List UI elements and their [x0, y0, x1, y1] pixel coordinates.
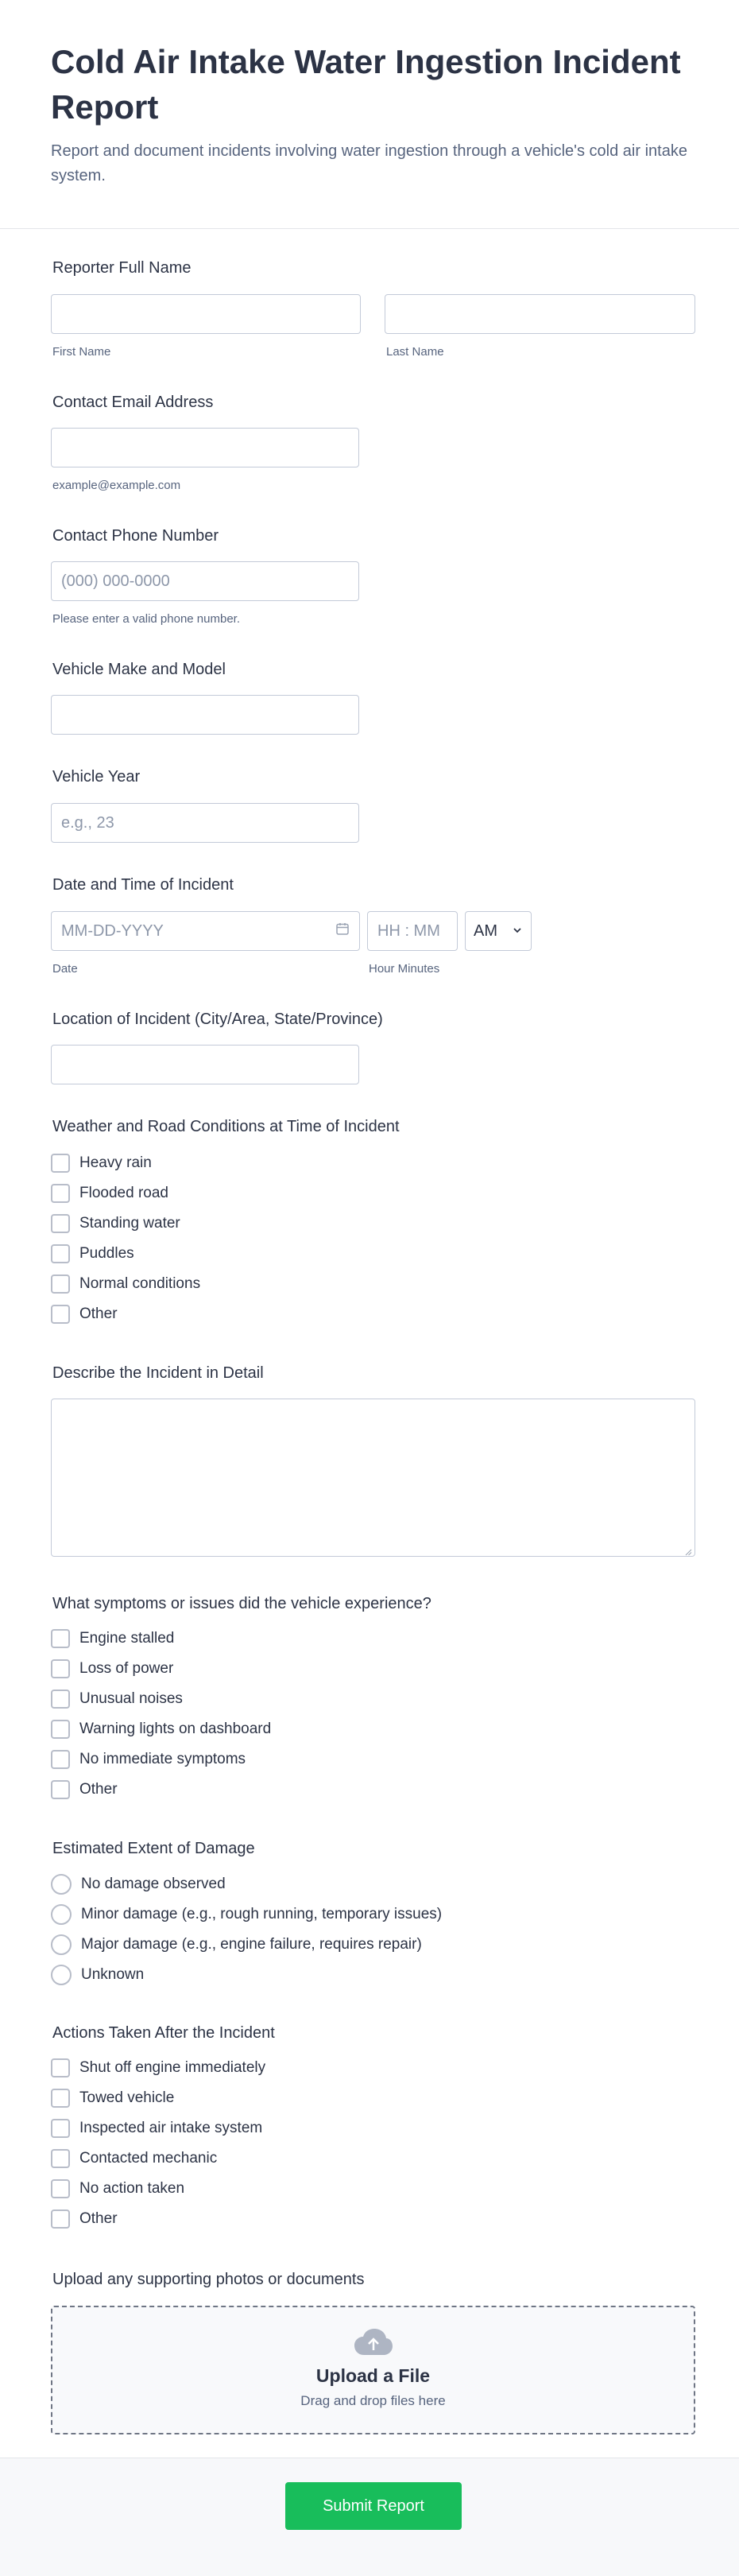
checkbox[interactable] [51, 1720, 70, 1739]
upload-label: Upload any supporting photos or documents [52, 2271, 365, 2288]
checkbox[interactable] [51, 1154, 70, 1173]
checkbox[interactable] [51, 2119, 70, 2138]
symptom-option[interactable] [51, 1690, 183, 1709]
option-label: Flooded road [79, 1185, 168, 1201]
option-label: Engine stalled [79, 1630, 175, 1647]
calendar-icon[interactable] [335, 921, 350, 941]
option-label: No immediate symptoms [79, 1751, 246, 1767]
option-label: Loss of power [79, 1660, 174, 1677]
option-label: Towed vehicle [79, 2089, 175, 2106]
date-input[interactable] [51, 911, 360, 951]
first-name-sublabel: First Name [52, 345, 111, 359]
describe-label: Describe the Incident in Detail [52, 1364, 264, 1382]
upload-title: Upload a File [315, 2365, 431, 2386]
symptom-option[interactable] [51, 1659, 173, 1678]
weather-option[interactable] [51, 1214, 180, 1233]
weather-option[interactable] [51, 1154, 152, 1173]
damage-label: Estimated Extent of Damage [52, 1840, 255, 1857]
first-name-input[interactable] [51, 294, 361, 334]
vehicle-label: Vehicle Make and Model [52, 661, 226, 678]
checkbox[interactable] [51, 1184, 70, 1203]
chevron-down-icon [512, 922, 523, 941]
damage-option[interactable] [51, 1904, 442, 1925]
option-label: Unusual noises [79, 1690, 183, 1707]
option-label: No action taken [79, 2180, 185, 2197]
radio-button[interactable] [51, 1934, 72, 1955]
phone-input[interactable]: (000) 000-0000 [51, 561, 359, 601]
checkbox[interactable] [51, 1244, 70, 1263]
action-option[interactable] [51, 2119, 262, 2138]
radio-button[interactable] [51, 1965, 72, 1985]
checkbox[interactable] [51, 1659, 70, 1678]
checkbox[interactable] [51, 2058, 70, 2077]
cloud-upload-icon [52, 2328, 694, 2361]
symptom-option[interactable] [51, 1750, 246, 1769]
option-label: Minor damage (e.g., rough running, temporary issues) [81, 1906, 443, 1922]
option-label: Unknown [81, 1966, 145, 1983]
checkbox[interactable] [51, 1305, 70, 1324]
time-sublabel: Hour Minutes [369, 962, 440, 976]
checkbox[interactable] [51, 1274, 70, 1294]
checkbox[interactable] [51, 1690, 70, 1709]
datetime-label: Date and Time of Incident [52, 876, 234, 894]
radio-button[interactable] [51, 1904, 72, 1925]
option-label: Normal conditions [79, 1275, 201, 1292]
file-upload-dropzone[interactable] [51, 2306, 695, 2434]
symptoms-label: What symptoms or issues did the vehicle experience? [52, 1595, 431, 1612]
describe-textarea[interactable] [51, 1399, 695, 1557]
option-label: Puddles [79, 1245, 134, 1262]
year-label: Vehicle Year [52, 768, 141, 786]
option-label: Warning lights on dashboard [79, 1721, 272, 1737]
option-label: Shut off engine immediately [79, 2059, 266, 2076]
action-option[interactable] [51, 2209, 118, 2229]
page-subtitle: Report and document incidents involving water ingestion through a vehicle's cold air intake system. [51, 142, 687, 185]
radio-button[interactable] [51, 1874, 72, 1895]
option-label: Other [79, 1781, 118, 1798]
checkbox[interactable] [51, 1780, 70, 1799]
checkbox[interactable] [51, 2149, 70, 2168]
upload-hint: Drag and drop files here [300, 2393, 446, 2408]
last-name-sublabel: Last Name [386, 345, 444, 359]
location-label: Location of Incident (City/Area, State/Province) [52, 1011, 383, 1028]
year-input[interactable]: e.g., 23 [51, 803, 359, 843]
action-option[interactable] [51, 2058, 265, 2077]
weather-option[interactable] [51, 1274, 200, 1294]
submit-button[interactable]: Submit Report [285, 2482, 462, 2530]
date-sublabel: Date [52, 962, 78, 976]
action-option[interactable] [51, 2179, 184, 2198]
checkbox[interactable] [51, 1629, 70, 1648]
actions-label: Actions Taken After the Incident [52, 2024, 275, 2042]
location-input[interactable] [51, 1045, 359, 1084]
option-label: Other [79, 1305, 118, 1322]
date-placeholder: MM-DD-YYYY [61, 921, 164, 940]
ampm-select[interactable] [465, 911, 532, 951]
damage-option[interactable] [51, 1965, 144, 1985]
weather-option[interactable] [51, 1184, 168, 1203]
last-name-input[interactable] [385, 294, 695, 334]
damage-option[interactable] [51, 1874, 226, 1895]
ampm-value: AM [474, 921, 497, 940]
form-header [0, 0, 739, 229]
checkbox[interactable] [51, 1750, 70, 1769]
option-label: No damage observed [81, 1876, 226, 1892]
email-sublabel: example@example.com [52, 479, 181, 492]
weather-option[interactable] [51, 1305, 118, 1324]
time-input[interactable]: HH : MM [367, 911, 458, 951]
option-label: Major damage (e.g., engine failure, requires repair) [81, 1936, 422, 1953]
checkbox[interactable] [51, 1214, 70, 1233]
action-option[interactable] [51, 2149, 217, 2168]
vehicle-input[interactable] [51, 695, 359, 735]
weather-label: Weather and Road Conditions at Time of Incident [52, 1118, 400, 1135]
page-title: Cold Air Intake Water Ingestion Incident Report [51, 43, 681, 126]
symptom-option[interactable] [51, 1780, 118, 1799]
email-input[interactable] [51, 428, 359, 467]
reporter-name-label: Reporter Full Name [52, 259, 192, 277]
action-option[interactable] [51, 2089, 174, 2108]
damage-option[interactable] [51, 1934, 422, 1955]
option-label: Standing water [79, 1215, 180, 1232]
option-label: Contacted mechanic [79, 2150, 218, 2167]
phone-label: Contact Phone Number [52, 527, 219, 545]
resize-handle-icon[interactable] [684, 1546, 692, 1554]
checkbox[interactable] [51, 2209, 70, 2229]
symptom-option[interactable] [51, 1720, 271, 1739]
form-footer [0, 2458, 739, 2576]
checkbox[interactable] [51, 2089, 70, 2108]
option-label: Other [79, 2210, 118, 2227]
phone-sublabel: Please enter a valid phone number. [52, 612, 240, 626]
email-label: Contact Email Address [52, 394, 214, 411]
symptom-option[interactable] [51, 1629, 174, 1648]
checkbox[interactable] [51, 2179, 70, 2198]
option-label: Inspected air intake system [79, 2120, 263, 2136]
weather-option[interactable] [51, 1244, 134, 1263]
option-label: Heavy rain [79, 1154, 152, 1171]
